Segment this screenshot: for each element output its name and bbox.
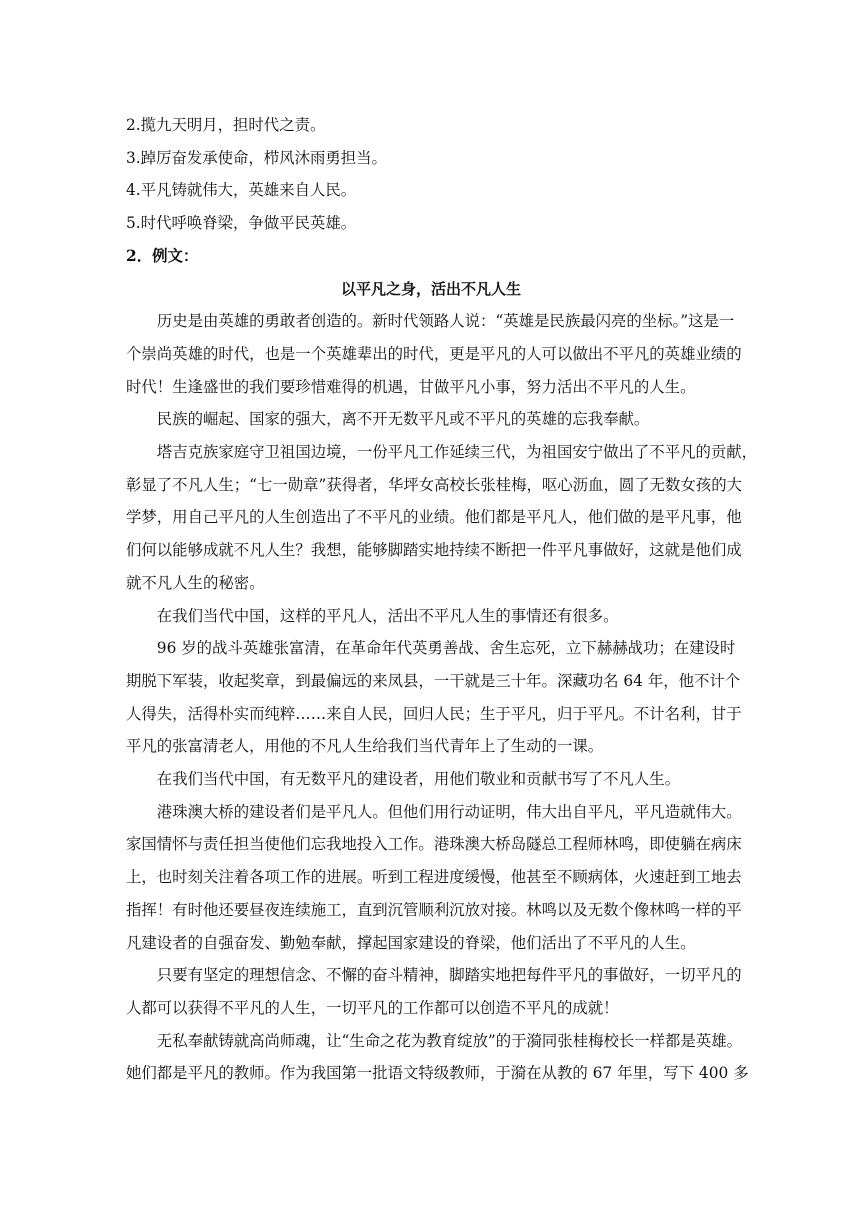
paragraph-line: 学梦，用自己平凡的人生创造出了不平凡的业绩。他们都是平凡人，他们做的是平凡事，他 bbox=[126, 508, 742, 527]
essay-body bbox=[126, 305, 758, 1090]
paragraph-line: 历史是由英雄的勇敢者创造的。新时代领路人说：“英雄是民族最闪亮的坐标。”这是一 bbox=[156, 312, 735, 331]
paragraph-line: 她们都是平凡的教师。作为我国第一批语文特级教师，于漪在从教的 67 年里，写下 400 多 bbox=[126, 1064, 749, 1083]
paragraph-line: 们何以能够成就不凡人生？我想，能够脚踏实地持续不断把一件平凡事做好，这就是他们成 bbox=[126, 541, 742, 560]
essay-paragraph bbox=[126, 600, 736, 633]
essay-paragraph bbox=[126, 305, 742, 403]
paragraph-line: 时代！生逢盛世的我们要珍惜难得的机遇，甘做平凡小事，努力活出不平凡的人生。 bbox=[126, 377, 696, 396]
essay-paragraph bbox=[126, 959, 742, 1024]
list-item-5: 5.时代呼唤脊梁，争做平民英雄。 bbox=[126, 214, 357, 233]
list-item-3: 3.踔厉奋发承使命，栉风沐雨勇担当。 bbox=[126, 148, 387, 167]
paragraph-line: 就不凡人生的秘密。 bbox=[126, 573, 265, 592]
paragraph-line: 无私奉献铸就高尚师魂，让“生命之花为教育绽放”的于漪同张桂梅校长一样都是英雄。 bbox=[156, 1031, 742, 1050]
paragraph-line: 港珠澳大桥的建设者们是平凡人。但他们用行动证明，伟大出自平凡，平凡造就伟大。 bbox=[156, 802, 742, 821]
essay-paragraph bbox=[126, 632, 742, 763]
essay-paragraph bbox=[126, 403, 736, 436]
paragraph-line: 家国情怀与责任担当使他们忘我地投入工作。港珠澳大桥岛隧总工程师林鸣，即使躺在病床 bbox=[126, 835, 742, 854]
document-body bbox=[126, 109, 758, 1090]
paragraph-line: 平凡的张富清老人，用他的不凡人生给我们当代青年上了生动的一课。 bbox=[126, 737, 604, 756]
list-item-4: 4.平凡铸就伟大，英雄来自人民。 bbox=[126, 181, 357, 200]
paragraph-line: 上，也时刻关注着各项工作的进展。听到工程进度缓慢，他甚至不顾病体，火速赶到工地去 bbox=[126, 868, 742, 887]
paragraph-line: 人都可以获得不平凡的人生，一切平凡的工作都可以创造不平凡的成就！ bbox=[126, 998, 619, 1017]
paragraph-line: 在我们当代中国，这样的平凡人，活出不平凡人生的事情还有很多。 bbox=[156, 606, 619, 625]
paragraph-line: 只要有坚定的理想信念、不懈的奋斗精神，脚踏实地把每件平凡的事做好，一切平凡的 bbox=[156, 966, 742, 985]
section-heading: 2．例文： bbox=[126, 246, 199, 265]
paragraph-line: 人得失，活得朴实而纯粹……来自人民，回归人民；生于平凡，归于平凡。不计名利，甘于 bbox=[126, 704, 742, 723]
essay-paragraph bbox=[126, 763, 736, 796]
list-item-2: 2.揽九天明月，担时代之责。 bbox=[126, 116, 326, 134]
paragraph-line: 个崇尚英雄的时代，也是一个英雄辈出的时代，更是平凡的人可以做出不平凡的英雄业绩的 bbox=[126, 344, 742, 363]
essay-paragraph bbox=[126, 436, 758, 600]
paragraph-line: 彰显了不凡人生；“七一勋章”获得者，华坪女高校长张桂梅，呕心沥血，圆了无数女孩的大 bbox=[126, 475, 742, 494]
essay-paragraph bbox=[126, 796, 742, 960]
paragraph-line: 96 岁的战斗英雄张富清，在革命年代英勇善战、舍生忘死，立下赫赫战功；在建设时 bbox=[156, 639, 736, 658]
paragraph-line: 民族的崛起、国家的强大，离不开无数平凡或不平凡的英雄的忘我奉献。 bbox=[156, 410, 650, 429]
paragraph-line: 在我们当代中国，有无数平凡的建设者，用他们敬业和贡献书写了不凡人生。 bbox=[156, 770, 681, 789]
paragraph-line: 塔吉克族家庭守卫祖国边境，一份平凡工作延续三代，为祖国安宁做出了不平凡的贡献， bbox=[156, 443, 758, 462]
essay-title: 以平凡之身，活出不凡人生 bbox=[340, 279, 521, 298]
essay-paragraph bbox=[126, 1025, 749, 1090]
paragraph-line: 指挥！有时他还要昼夜连续施工，直到沉管顺利沉放对接。林鸣以及无数个像林鸣一样的平 bbox=[126, 900, 742, 919]
paragraph-line: 凡建设者的自强奋发、勤勉奉献，撑起国家建设的脊梁，他们活出了不平凡的人生。 bbox=[126, 933, 696, 952]
paragraph-line: 期脱下军装，收起奖章，到最偏远的来凤县，一干就是三十年。深藏功名 64 年，他不计个 bbox=[126, 671, 741, 690]
